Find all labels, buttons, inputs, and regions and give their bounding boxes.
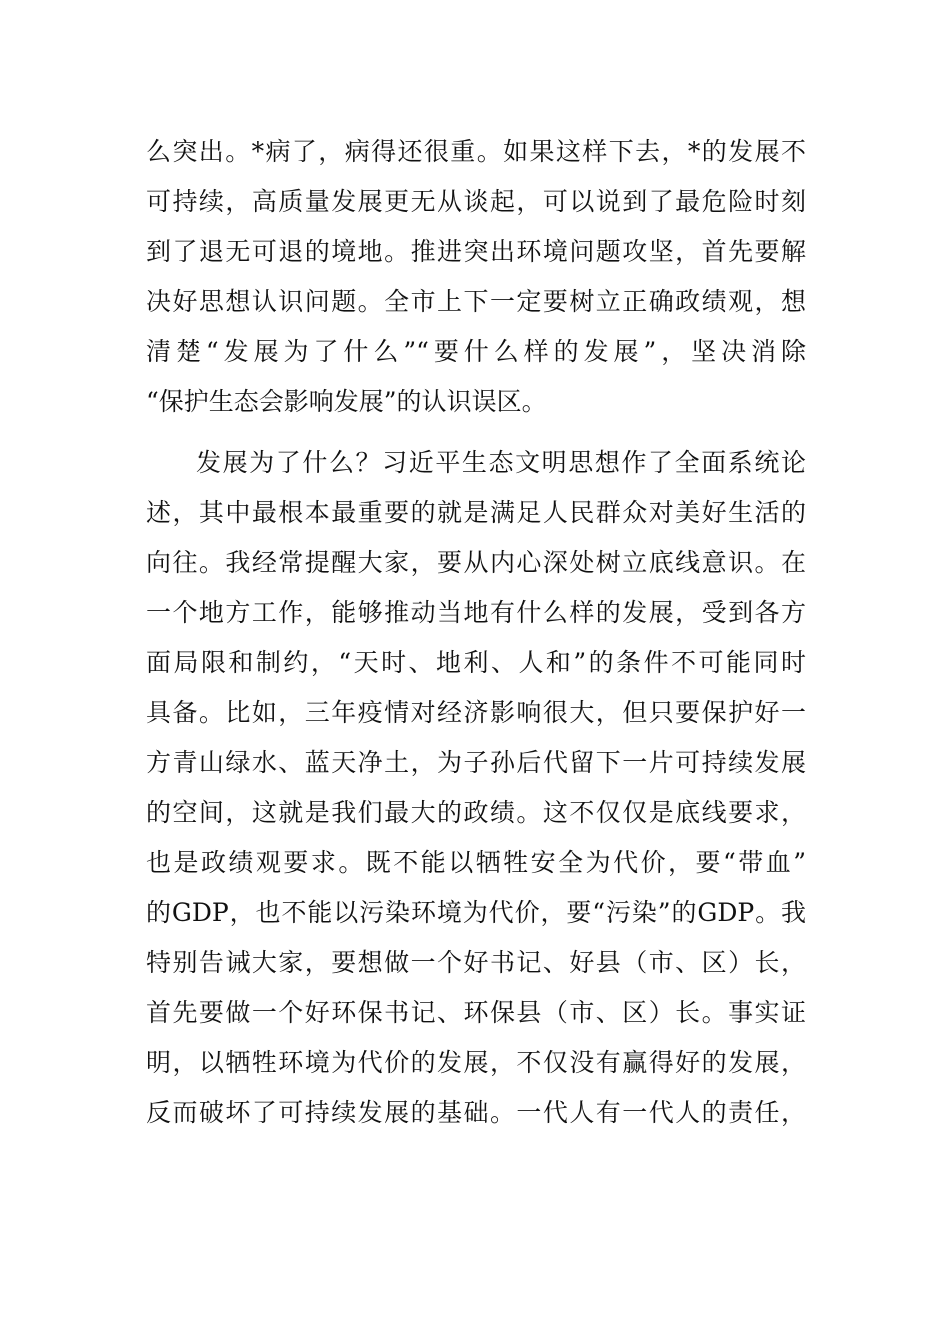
text-line: 清楚“发展为了什么”“要什么样的发展”，坚决消除: [146, 337, 806, 366]
text-line: 么突出。*病了，病得还很重。如果这样下去，*的发展不: [146, 137, 806, 166]
text-line: 发展为了什么？习近平生态文明思想作了全面系统论: [196, 448, 806, 477]
text-line: 向往。我经常提醒大家，要从内心深处树立底线意识。在: [146, 548, 806, 577]
text-line: 面局限和制约，“天时、地利、人和”的条件不可能同时: [146, 648, 806, 677]
text-line: 可持续，高质量发展更无从谈起，可以说到了最危险时刻: [146, 187, 806, 216]
text-line: 明，以牺牲环境为代价的发展，不仅没有赢得好的发展，: [146, 1048, 806, 1077]
text-line: 到了退无可退的境地。推进突出环境问题攻坚，首先要解: [146, 237, 806, 266]
text-line: “保护生态会影响发展”的认识误区。: [146, 387, 547, 416]
text-line: 也是政绩观要求。既不能以牺牲安全为代价，要“带血”: [146, 848, 806, 877]
text-line: 具备。比如，三年疫情对经济影响很大，但只要保护好一: [146, 698, 806, 727]
text-line: 特别告诫大家，要想做一个好书记、好县（市、区）长，: [146, 948, 806, 977]
text-line: 首先要做一个好环保书记、环保县（市、区）长。事实证: [146, 998, 806, 1027]
text-line: 反而破坏了可持续发展的基础。一代人有一代人的责任，: [146, 1098, 806, 1127]
text-line: 决好思想认识问题。全市上下一定要树立正确政绩观，想: [146, 287, 806, 316]
text-line: 的空间，这就是我们最大的政绩。这不仅仅是底线要求，: [146, 798, 806, 827]
text-line: 一个地方工作，能够推动当地有什么样的发展，受到各方: [146, 598, 806, 627]
text-line: 述，其中最根本最重要的就是满足人民群众对美好生活的: [146, 498, 806, 527]
text-line: 的GDP，也不能以污染环境为代价，要“污染”的GDP。我: [146, 898, 806, 927]
text-line: 方青山绿水、蓝天净土，为子孙后代留下一片可持续发展: [146, 748, 806, 777]
